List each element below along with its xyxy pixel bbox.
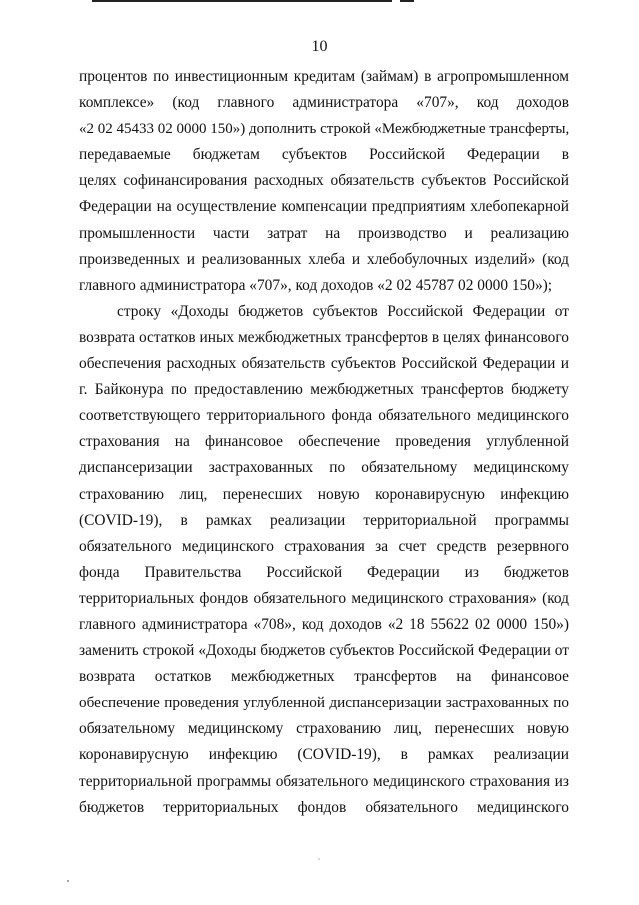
scan-speck — [318, 858, 320, 860]
text-line: промышленности части затрат на производство и реализацию — [79, 224, 569, 242]
text-line: главного администратора «708», код доходов «2 18 55622 02 0000 150») — [79, 615, 569, 633]
text-line: процентов по инвестиционным кредитам (займам) в агропромышленном — [79, 68, 569, 85]
text-line: возврата остатков иных межбюджетных трансфертов в целях финансового — [79, 328, 569, 346]
text-line: строку «Доходы бюджетов субъектов Российской Федерации от — [117, 302, 569, 320]
text-line: целях софинансирования расходных обязательств субъектов Российской — [79, 172, 569, 190]
page-number: 10 — [311, 38, 328, 55]
text-line: обязательному медицинскому страхованию лиц, перенесших новую — [79, 720, 569, 738]
top-edge-rule-fragment — [400, 0, 414, 2]
text-line: главного администратора «707», код доходов «2 02 45787 02 0000 150»); — [79, 276, 553, 294]
text-line: произведенных и реализованных хлеба и хлебобулочных изделий» (код — [79, 250, 569, 268]
text-line: соответствующего территориального фонда обязательного медицинского — [79, 407, 569, 425]
text-line: фонда Правительства Российской Федерации из бюджетов — [79, 563, 569, 581]
text-line: передаваемые бюджетам субъектов Российской Федерации в — [79, 146, 569, 164]
text-line: страхованию лиц, перенесших новую коронавирусную инфекцию — [79, 485, 569, 503]
text-line: обязательного медицинского страхования за счет средств резервного — [79, 537, 569, 555]
text-line: Федерации на осуществление компенсации предприятиям хлебопекарной — [79, 198, 569, 216]
text-line: обеспечение проведения углубленной диспансеризации застрахованных по — [79, 694, 569, 712]
scan-speck — [67, 880, 69, 882]
text-line: коронавирусную инфекцию (COVID-19), в рамках реализации — [79, 746, 569, 764]
document-body — [79, 64, 569, 821]
paragraph-1 — [79, 64, 569, 299]
text-line: бюджетов территориальных фондов обязательного медицинского — [79, 798, 569, 816]
text-line: обеспечения расходных обязательств субъектов Российской Федерации и — [79, 355, 569, 373]
text-line: страхования на финансовое обеспечение проведения углубленной — [79, 433, 569, 451]
text-line: возврата остатков межбюджетных трансфертов на финансовое — [79, 668, 569, 686]
text-line: территориальной программы обязательного медицинского страхования из — [79, 772, 569, 790]
paragraph-2 — [79, 299, 569, 821]
top-edge-rule — [92, 0, 392, 2]
text-line: диспансеризации застрахованных по обязательному медицинскому — [79, 459, 569, 477]
text-line: г. Байконура по предоставлению межбюджетных трансфертов бюджету — [79, 381, 569, 399]
text-line: (COVID-19), в рамках реализации территориальной программы — [79, 511, 569, 529]
text-line: «2 02 45433 02 0000 150») дополнить строкой «Межбюджетные трансферты, — [79, 121, 569, 138]
text-line: комплексе» (код главного администратора «707», код доходов — [79, 94, 569, 112]
text-line: заменить строкой «Доходы бюджетов субъектов Российской Федерации от — [79, 642, 569, 660]
text-line: территориальных фондов обязательного медицинского страхования» (код — [79, 589, 569, 607]
